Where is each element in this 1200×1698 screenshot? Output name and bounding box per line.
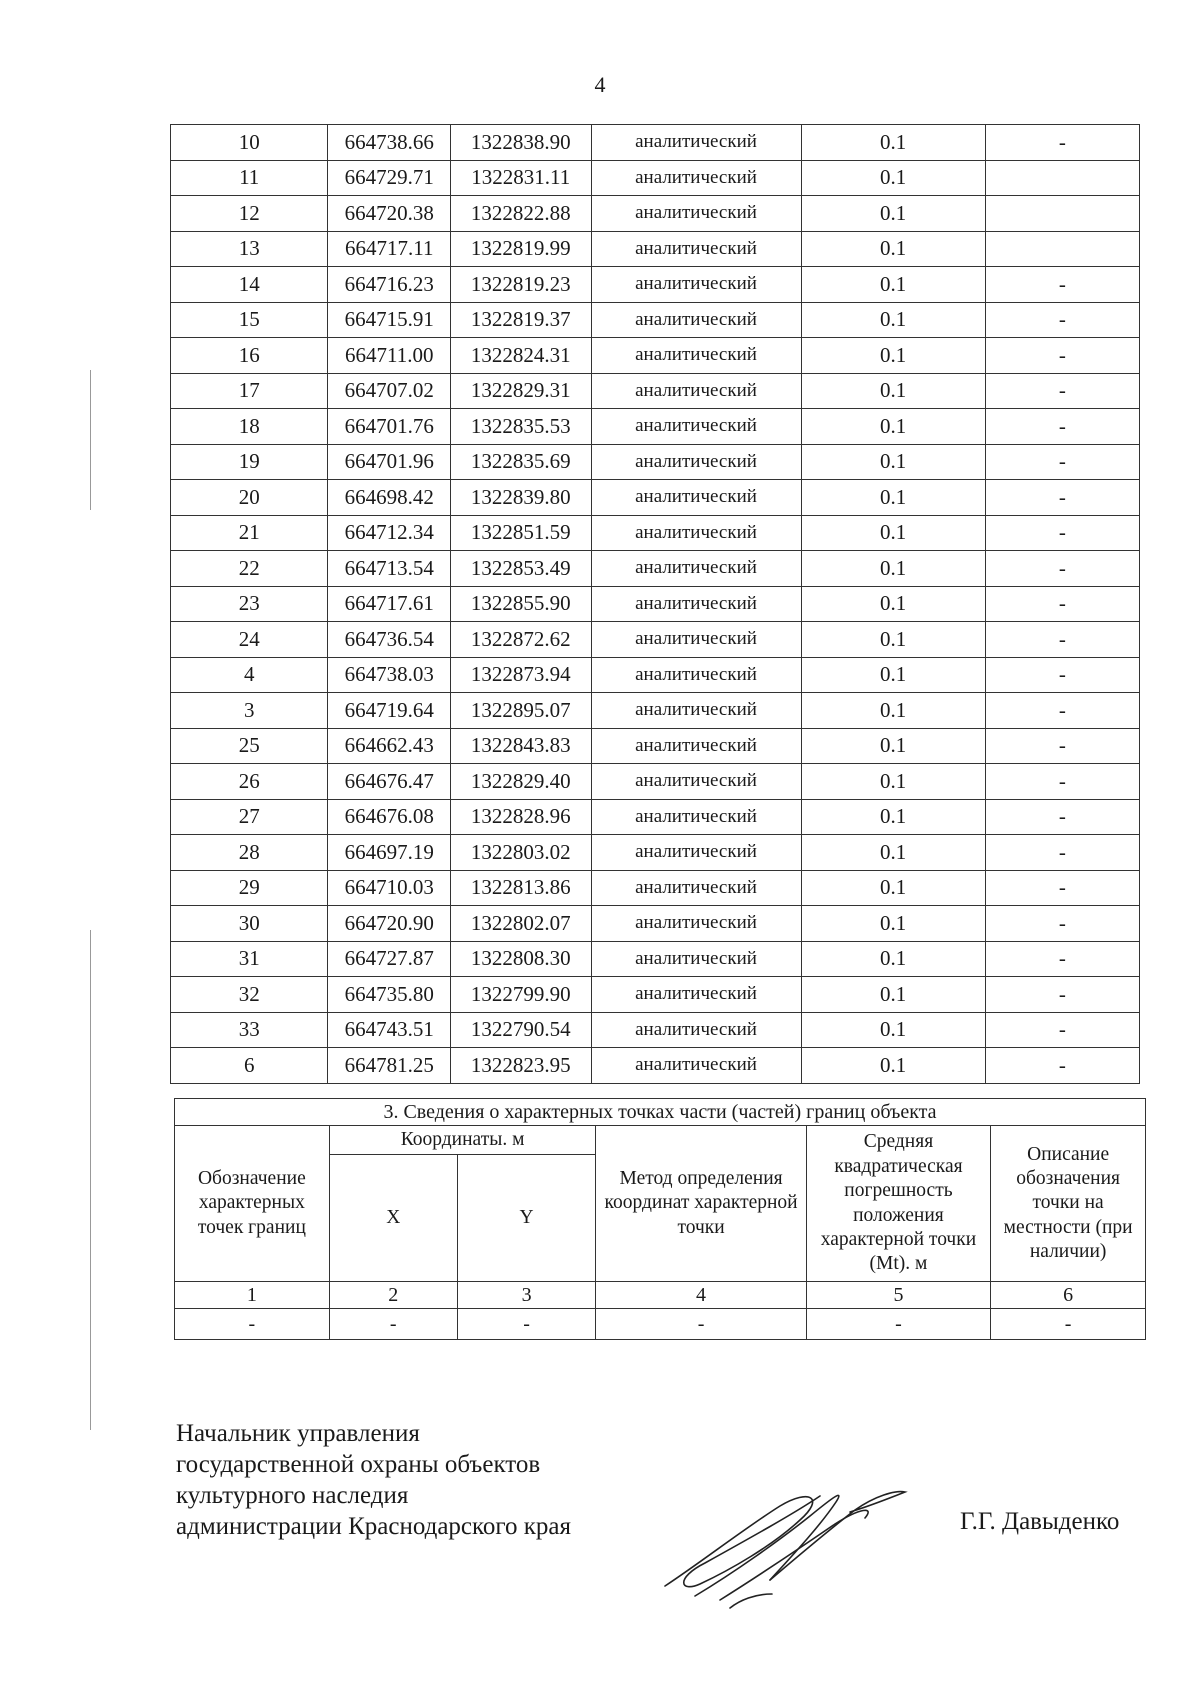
section3-table [174, 1098, 1146, 1340]
method-cell: аналитический [591, 622, 801, 658]
description-cell: - [985, 657, 1139, 693]
header-method: Метод определения координат характерной точки [596, 1126, 806, 1282]
x-coordinate-cell: 664738.66 [328, 125, 451, 161]
method-cell: аналитический [591, 515, 801, 551]
accuracy-cell: 0.1 [801, 338, 985, 374]
method-cell: аналитический [591, 764, 801, 800]
method-cell: аналитический [591, 728, 801, 764]
description-cell [985, 231, 1139, 267]
signer-name: Г.Г. Давыденко [960, 1508, 1120, 1535]
method-cell: аналитический [591, 1012, 801, 1048]
x-coordinate-cell: 664701.76 [328, 409, 451, 445]
method-cell: аналитический [591, 1048, 801, 1084]
y-coordinate-cell: 1322802.07 [451, 906, 592, 942]
y-coordinate-cell: 1322835.53 [451, 409, 592, 445]
table-row [171, 657, 1140, 693]
accuracy-cell: 0.1 [801, 1048, 985, 1084]
method-cell: аналитический [591, 373, 801, 409]
y-coordinate-cell: 1322808.30 [451, 941, 592, 977]
y-coordinate-cell: 1322855.90 [451, 586, 592, 622]
point-cell: 21 [171, 515, 328, 551]
x-coordinate-cell: 664720.38 [328, 196, 451, 232]
accuracy-cell: 0.1 [801, 870, 985, 906]
x-coordinate-cell: 664720.90 [328, 906, 451, 942]
table-row [171, 480, 1140, 516]
x-coordinate-cell: 664676.08 [328, 799, 451, 835]
position-line: государственной охраны объектов [176, 1451, 541, 1478]
description-cell: - [985, 551, 1139, 587]
description-cell: - [985, 125, 1139, 161]
description-cell: - [985, 977, 1139, 1013]
y-coordinate-cell: 1322829.40 [451, 764, 592, 800]
scan-binding-mark [90, 930, 91, 1430]
description-cell: - [985, 906, 1139, 942]
method-cell: аналитический [591, 160, 801, 196]
description-cell: - [985, 941, 1139, 977]
signatory-position [176, 1418, 571, 1542]
x-coordinate-cell: 664710.03 [328, 870, 451, 906]
point-cell: 24 [171, 622, 328, 658]
description-cell: - [985, 302, 1139, 338]
accuracy-cell: 0.1 [801, 622, 985, 658]
table-row [171, 906, 1140, 942]
table-row [171, 622, 1140, 658]
column-number: 6 [991, 1282, 1146, 1309]
y-coordinate-cell: 1322790.54 [451, 1012, 592, 1048]
y-coordinate-cell: 1322872.62 [451, 622, 592, 658]
accuracy-cell: 0.1 [801, 409, 985, 445]
point-cell: 27 [171, 799, 328, 835]
table-row [171, 835, 1140, 871]
point-cell: 25 [171, 728, 328, 764]
method-cell: аналитический [591, 906, 801, 942]
accuracy-cell: 0.1 [801, 835, 985, 871]
description-cell: - [985, 586, 1139, 622]
column-number: 2 [329, 1282, 457, 1309]
x-coordinate-cell: 664717.61 [328, 586, 451, 622]
header-x: X [329, 1155, 457, 1282]
coordinates-table-body [171, 125, 1140, 1084]
x-coordinate-cell: 664743.51 [328, 1012, 451, 1048]
column-number: 5 [806, 1282, 991, 1309]
accuracy-cell: 0.1 [801, 196, 985, 232]
y-coordinate-cell: 1322828.96 [451, 799, 592, 835]
accuracy-cell: 0.1 [801, 977, 985, 1013]
header-coordinates: Координаты. м [329, 1126, 596, 1155]
table-row [171, 1012, 1140, 1048]
table-row [171, 515, 1140, 551]
method-cell: аналитический [591, 480, 801, 516]
y-coordinate-cell: 1322851.59 [451, 515, 592, 551]
point-cell: 22 [171, 551, 328, 587]
empty-cell: - [806, 1309, 991, 1340]
method-cell: аналитический [591, 657, 801, 693]
point-cell: 29 [171, 870, 328, 906]
position-line: культурного наследия [176, 1482, 409, 1509]
x-coordinate-cell: 664738.03 [328, 657, 451, 693]
x-coordinate-cell: 664719.64 [328, 693, 451, 729]
x-coordinate-cell: 664715.91 [328, 302, 451, 338]
method-cell: аналитический [591, 941, 801, 977]
y-coordinate-cell: 1322838.90 [451, 125, 592, 161]
accuracy-cell: 0.1 [801, 799, 985, 835]
y-coordinate-cell: 1322839.80 [451, 480, 592, 516]
accuracy-cell: 0.1 [801, 160, 985, 196]
y-coordinate-cell: 1322829.31 [451, 373, 592, 409]
y-coordinate-cell: 1322819.37 [451, 302, 592, 338]
table-row [171, 444, 1140, 480]
accuracy-cell: 0.1 [801, 764, 985, 800]
description-cell: - [985, 799, 1139, 835]
y-coordinate-cell: 1322799.90 [451, 977, 592, 1013]
x-coordinate-cell: 664729.71 [328, 160, 451, 196]
y-coordinate-cell: 1322824.31 [451, 338, 592, 374]
point-cell: 13 [171, 231, 328, 267]
point-cell: 17 [171, 373, 328, 409]
y-coordinate-cell: 1322873.94 [451, 657, 592, 693]
table-row [171, 941, 1140, 977]
description-cell [985, 160, 1139, 196]
method-cell: аналитический [591, 267, 801, 303]
column-number: 3 [457, 1282, 596, 1309]
y-coordinate-cell: 1322835.69 [451, 444, 592, 480]
description-cell: - [985, 835, 1139, 871]
accuracy-cell: 0.1 [801, 586, 985, 622]
point-cell: 11 [171, 160, 328, 196]
x-coordinate-cell: 664676.47 [328, 764, 451, 800]
table-row [171, 551, 1140, 587]
table-row [171, 196, 1140, 232]
accuracy-cell: 0.1 [801, 515, 985, 551]
point-cell: 19 [171, 444, 328, 480]
page-number: 4 [594, 72, 606, 97]
table-row [171, 231, 1140, 267]
description-cell: - [985, 409, 1139, 445]
x-coordinate-cell: 664701.96 [328, 444, 451, 480]
y-coordinate-cell: 1322819.99 [451, 231, 592, 267]
table-row [171, 267, 1140, 303]
coordinates-table [170, 124, 1140, 1084]
method-cell: аналитический [591, 409, 801, 445]
description-cell: - [985, 267, 1139, 303]
empty-cell: - [457, 1309, 596, 1340]
point-cell: 3 [171, 693, 328, 729]
point-cell: 14 [171, 267, 328, 303]
point-cell: 4 [171, 657, 328, 693]
point-cell: 20 [171, 480, 328, 516]
accuracy-cell: 0.1 [801, 231, 985, 267]
x-coordinate-cell: 664716.23 [328, 267, 451, 303]
accuracy-cell: 0.1 [801, 693, 985, 729]
y-coordinate-cell: 1322831.11 [451, 160, 592, 196]
column-number: 1 [175, 1282, 330, 1309]
y-coordinate-cell: 1322823.95 [451, 1048, 592, 1084]
y-coordinate-cell: 1322822.88 [451, 196, 592, 232]
table-row [171, 870, 1140, 906]
accuracy-cell: 0.1 [801, 444, 985, 480]
method-cell: аналитический [591, 125, 801, 161]
table-row [171, 1048, 1140, 1084]
table-row [171, 586, 1140, 622]
accuracy-cell: 0.1 [801, 906, 985, 942]
x-coordinate-cell: 664781.25 [328, 1048, 451, 1084]
method-cell: аналитический [591, 586, 801, 622]
accuracy-cell: 0.1 [801, 125, 985, 161]
description-cell: - [985, 444, 1139, 480]
table-row [171, 764, 1140, 800]
empty-cell: - [991, 1309, 1146, 1340]
method-cell: аналитический [591, 551, 801, 587]
point-cell: 33 [171, 1012, 328, 1048]
description-cell: - [985, 622, 1139, 658]
table-row [171, 160, 1140, 196]
table-row [171, 409, 1140, 445]
x-coordinate-cell: 664736.54 [328, 622, 451, 658]
method-cell: аналитический [591, 977, 801, 1013]
header-description: Описание обозначения точки на местности (при наличии) [991, 1126, 1146, 1282]
accuracy-cell: 0.1 [801, 657, 985, 693]
description-cell: - [985, 338, 1139, 374]
description-cell: - [985, 693, 1139, 729]
accuracy-cell: 0.1 [801, 267, 985, 303]
x-coordinate-cell: 664711.00 [328, 338, 451, 374]
accuracy-cell: 0.1 [801, 1012, 985, 1048]
handwritten-signature [660, 1468, 920, 1618]
accuracy-cell: 0.1 [801, 373, 985, 409]
method-cell: аналитический [591, 799, 801, 835]
point-cell: 26 [171, 764, 328, 800]
description-cell: - [985, 1012, 1139, 1048]
point-cell: 23 [171, 586, 328, 622]
empty-cell: - [175, 1309, 330, 1340]
point-cell: 6 [171, 1048, 328, 1084]
empty-cell: - [329, 1309, 457, 1340]
header-y: Y [457, 1155, 596, 1282]
x-coordinate-cell: 664712.34 [328, 515, 451, 551]
header-point-designation: Обозначение характерных точек границ [175, 1126, 330, 1282]
point-cell: 12 [171, 196, 328, 232]
x-coordinate-cell: 664707.02 [328, 373, 451, 409]
y-coordinate-cell: 1322853.49 [451, 551, 592, 587]
table-row [171, 977, 1140, 1013]
description-cell: - [985, 515, 1139, 551]
x-coordinate-cell: 664697.19 [328, 835, 451, 871]
method-cell: аналитический [591, 196, 801, 232]
point-cell: 18 [171, 409, 328, 445]
scan-binding-mark [90, 370, 91, 510]
header-accuracy: Средняя квадратическая погрешность положения характерной точки (Mt). м [806, 1126, 991, 1282]
x-coordinate-cell: 664662.43 [328, 728, 451, 764]
point-cell: 31 [171, 941, 328, 977]
table-row [171, 302, 1140, 338]
method-cell: аналитический [591, 870, 801, 906]
point-cell: 15 [171, 302, 328, 338]
table-row [171, 338, 1140, 374]
x-coordinate-cell: 664698.42 [328, 480, 451, 516]
description-cell: - [985, 373, 1139, 409]
x-coordinate-cell: 664735.80 [328, 977, 451, 1013]
accuracy-cell: 0.1 [801, 551, 985, 587]
column-number: 4 [596, 1282, 806, 1309]
table-row [171, 799, 1140, 835]
y-coordinate-cell: 1322813.86 [451, 870, 592, 906]
empty-cell: - [596, 1309, 806, 1340]
accuracy-cell: 0.1 [801, 941, 985, 977]
point-cell: 32 [171, 977, 328, 1013]
y-coordinate-cell: 1322803.02 [451, 835, 592, 871]
table-row [171, 728, 1140, 764]
accuracy-cell: 0.1 [801, 302, 985, 338]
description-cell: - [985, 728, 1139, 764]
description-cell: - [985, 480, 1139, 516]
x-coordinate-cell: 664727.87 [328, 941, 451, 977]
table-row [171, 125, 1140, 161]
table-row [171, 693, 1140, 729]
point-cell: 28 [171, 835, 328, 871]
method-cell: аналитический [591, 338, 801, 374]
position-line: Начальник управления [176, 1420, 420, 1447]
description-cell: - [985, 1048, 1139, 1084]
y-coordinate-cell: 1322895.07 [451, 693, 592, 729]
method-cell: аналитический [591, 835, 801, 871]
y-coordinate-cell: 1322843.83 [451, 728, 592, 764]
method-cell: аналитический [591, 444, 801, 480]
point-cell: 30 [171, 906, 328, 942]
y-coordinate-cell: 1322819.23 [451, 267, 592, 303]
x-coordinate-cell: 664717.11 [328, 231, 451, 267]
method-cell: аналитический [591, 302, 801, 338]
point-cell: 16 [171, 338, 328, 374]
point-cell: 10 [171, 125, 328, 161]
x-coordinate-cell: 664713.54 [328, 551, 451, 587]
method-cell: аналитический [591, 693, 801, 729]
accuracy-cell: 0.1 [801, 728, 985, 764]
table-row [171, 373, 1140, 409]
position-line: администрации Краснодарского края [176, 1513, 572, 1540]
description-cell [985, 196, 1139, 232]
description-cell: - [985, 764, 1139, 800]
accuracy-cell: 0.1 [801, 480, 985, 516]
description-cell: - [985, 870, 1139, 906]
section3-title: 3. Сведения о характерных точках части (частей) границ объекта [175, 1099, 1146, 1126]
method-cell: аналитический [591, 231, 801, 267]
